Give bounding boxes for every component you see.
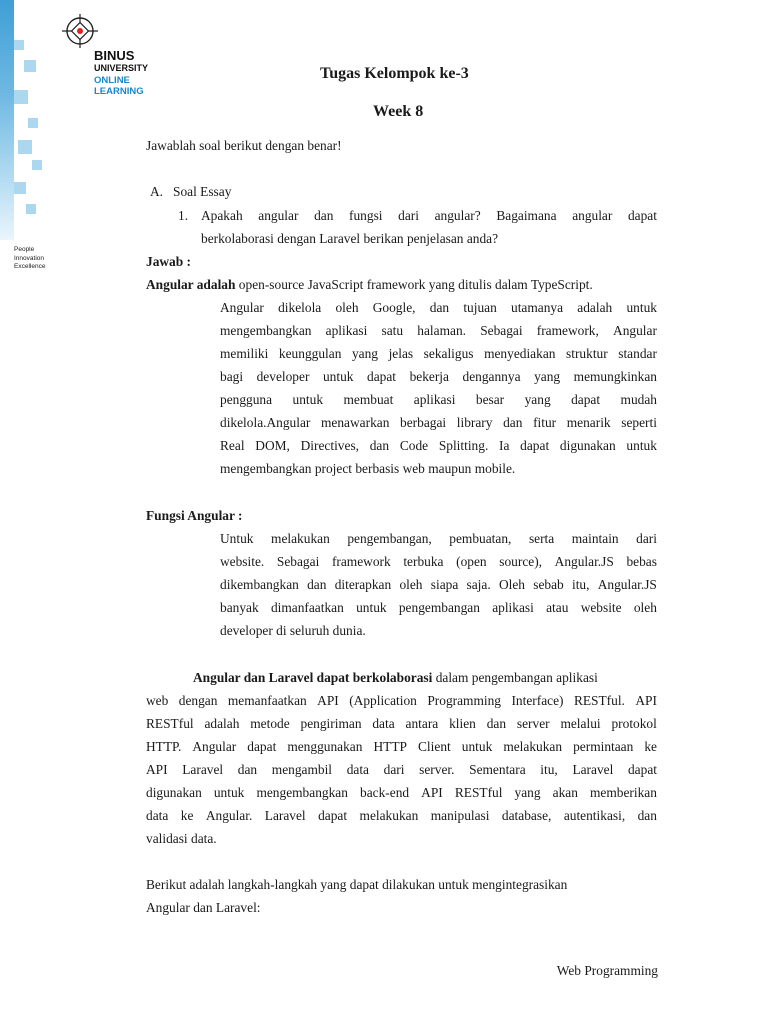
binus-logo xyxy=(60,12,160,100)
logo-text-online: ONLINE xyxy=(94,75,130,86)
paragraph-line: validasi data. xyxy=(146,831,217,846)
paragraph-line: website. Sebagai framework terbuka (open source), Angular.JS bebas xyxy=(220,554,657,569)
paragraph-line: digunakan untuk mengembangkan back-end API RESTful yang akan memberikan xyxy=(146,785,657,800)
section-label: A. xyxy=(150,184,164,199)
paragraph-line: dikelola.Angular menawarkan berbagai library dan fitur menarik seperti xyxy=(220,415,657,430)
paragraph-line: HTTP. Angular dapat menggunakan HTTP Client untuk melakukan permintaan ke xyxy=(146,739,657,754)
paragraph-line: Angular dikelola oleh Google, dan tujuan utamanya adalah untuk xyxy=(220,300,657,315)
definition-bold: Angular adalah xyxy=(146,277,236,292)
section-title: Soal Essay xyxy=(173,184,232,199)
collab-first-line xyxy=(193,670,598,686)
paragraph-line: pengguna untuk membuat aplikasi besar yang dapat mudah xyxy=(220,392,657,407)
question-text: Apakah angular dan fungsi dari angular? Bagaimana angular dapat xyxy=(201,208,657,223)
logo-text-university: UNIVERSITY xyxy=(94,63,149,73)
logo-mark-icon xyxy=(60,12,100,52)
paragraph-line: banyak dimanfaatkan untuk pengembangan aplikasi atau website oleh xyxy=(220,600,657,615)
doc-week: Week 8 xyxy=(373,103,424,120)
tagline-line: Excellence xyxy=(14,263,46,270)
fungsi-label: Fungsi Angular : xyxy=(146,508,243,523)
paragraph-line: Real DOM, Directives, dan Code Splitting. Ia dapat digunakan untuk xyxy=(220,438,657,453)
steps-line-1: Berikut adalah langkah-langkah yang dapat dilakukan untuk mengintegrasikan xyxy=(146,877,568,892)
footer-course: Web Programming xyxy=(556,963,658,978)
answer-label: Jawab : xyxy=(146,254,192,269)
paragraph-line: API Laravel dan mengambil data dari server. Sementara itu, Laravel dapat xyxy=(146,762,657,777)
paragraph-line: Untuk melakukan pengembangan, pembuatan, serta maintain dari xyxy=(220,531,657,546)
definition-rest: open-source JavaScript framework yang ditulis dalam TypeScript. xyxy=(238,277,593,292)
paragraph-line: RESTful adalah metode pengiriman data antara klien dan server melalui protokol xyxy=(146,716,657,731)
tagline-line: People xyxy=(14,246,35,253)
paragraph-line: data ke Angular. Laravel dapat melakukan manipulasi database, autentikasi, dan xyxy=(146,808,657,823)
tagline-line: Innovation xyxy=(14,254,44,262)
paragraph-line: memiliki keunggulan yang jelas sekaligus menyediakan struktur standar xyxy=(220,346,657,361)
question-number: 1. xyxy=(178,208,189,223)
logo-text-learning: LEARNING xyxy=(94,86,144,97)
paragraph-line: dikembangkan dan diterapkan oleh siapa saja. Oleh sebab itu, Angular.JS xyxy=(220,577,657,592)
paragraph-line: mengembangkan aplikasi satu halaman. Sebagai framework, Angular xyxy=(220,323,657,338)
steps-line-2: Angular dan Laravel: xyxy=(146,900,261,915)
paragraph-line: web dengan memanfaatkan API (Application Programming Interface) RESTful. API xyxy=(146,693,657,708)
logo-text-binus: BINUS xyxy=(94,48,135,63)
doc-title: Tugas Kelompok ke-3 xyxy=(320,65,469,82)
collab-bold: Angular dan Laravel dapat berkolaborasi xyxy=(193,670,433,685)
side-decoration xyxy=(0,0,48,240)
paragraph-line: developer di seluruh dunia. xyxy=(220,623,366,638)
instruction: Jawablah soal berikut dengan benar! xyxy=(146,138,342,153)
collab-rest: dalam pengembangan aplikasi xyxy=(435,670,598,685)
paragraph-line: mengembangkan project berbasis web maupun mobile. xyxy=(220,461,516,476)
brand-tagline xyxy=(14,246,45,272)
paragraph-line: bagi developer untuk dapat bekerja dengannya yang memungkinkan xyxy=(220,369,657,384)
definition-first-line xyxy=(146,277,593,293)
question-line-2: berkolaborasi dengan Laravel berikan penjelasan anda? xyxy=(201,231,499,246)
